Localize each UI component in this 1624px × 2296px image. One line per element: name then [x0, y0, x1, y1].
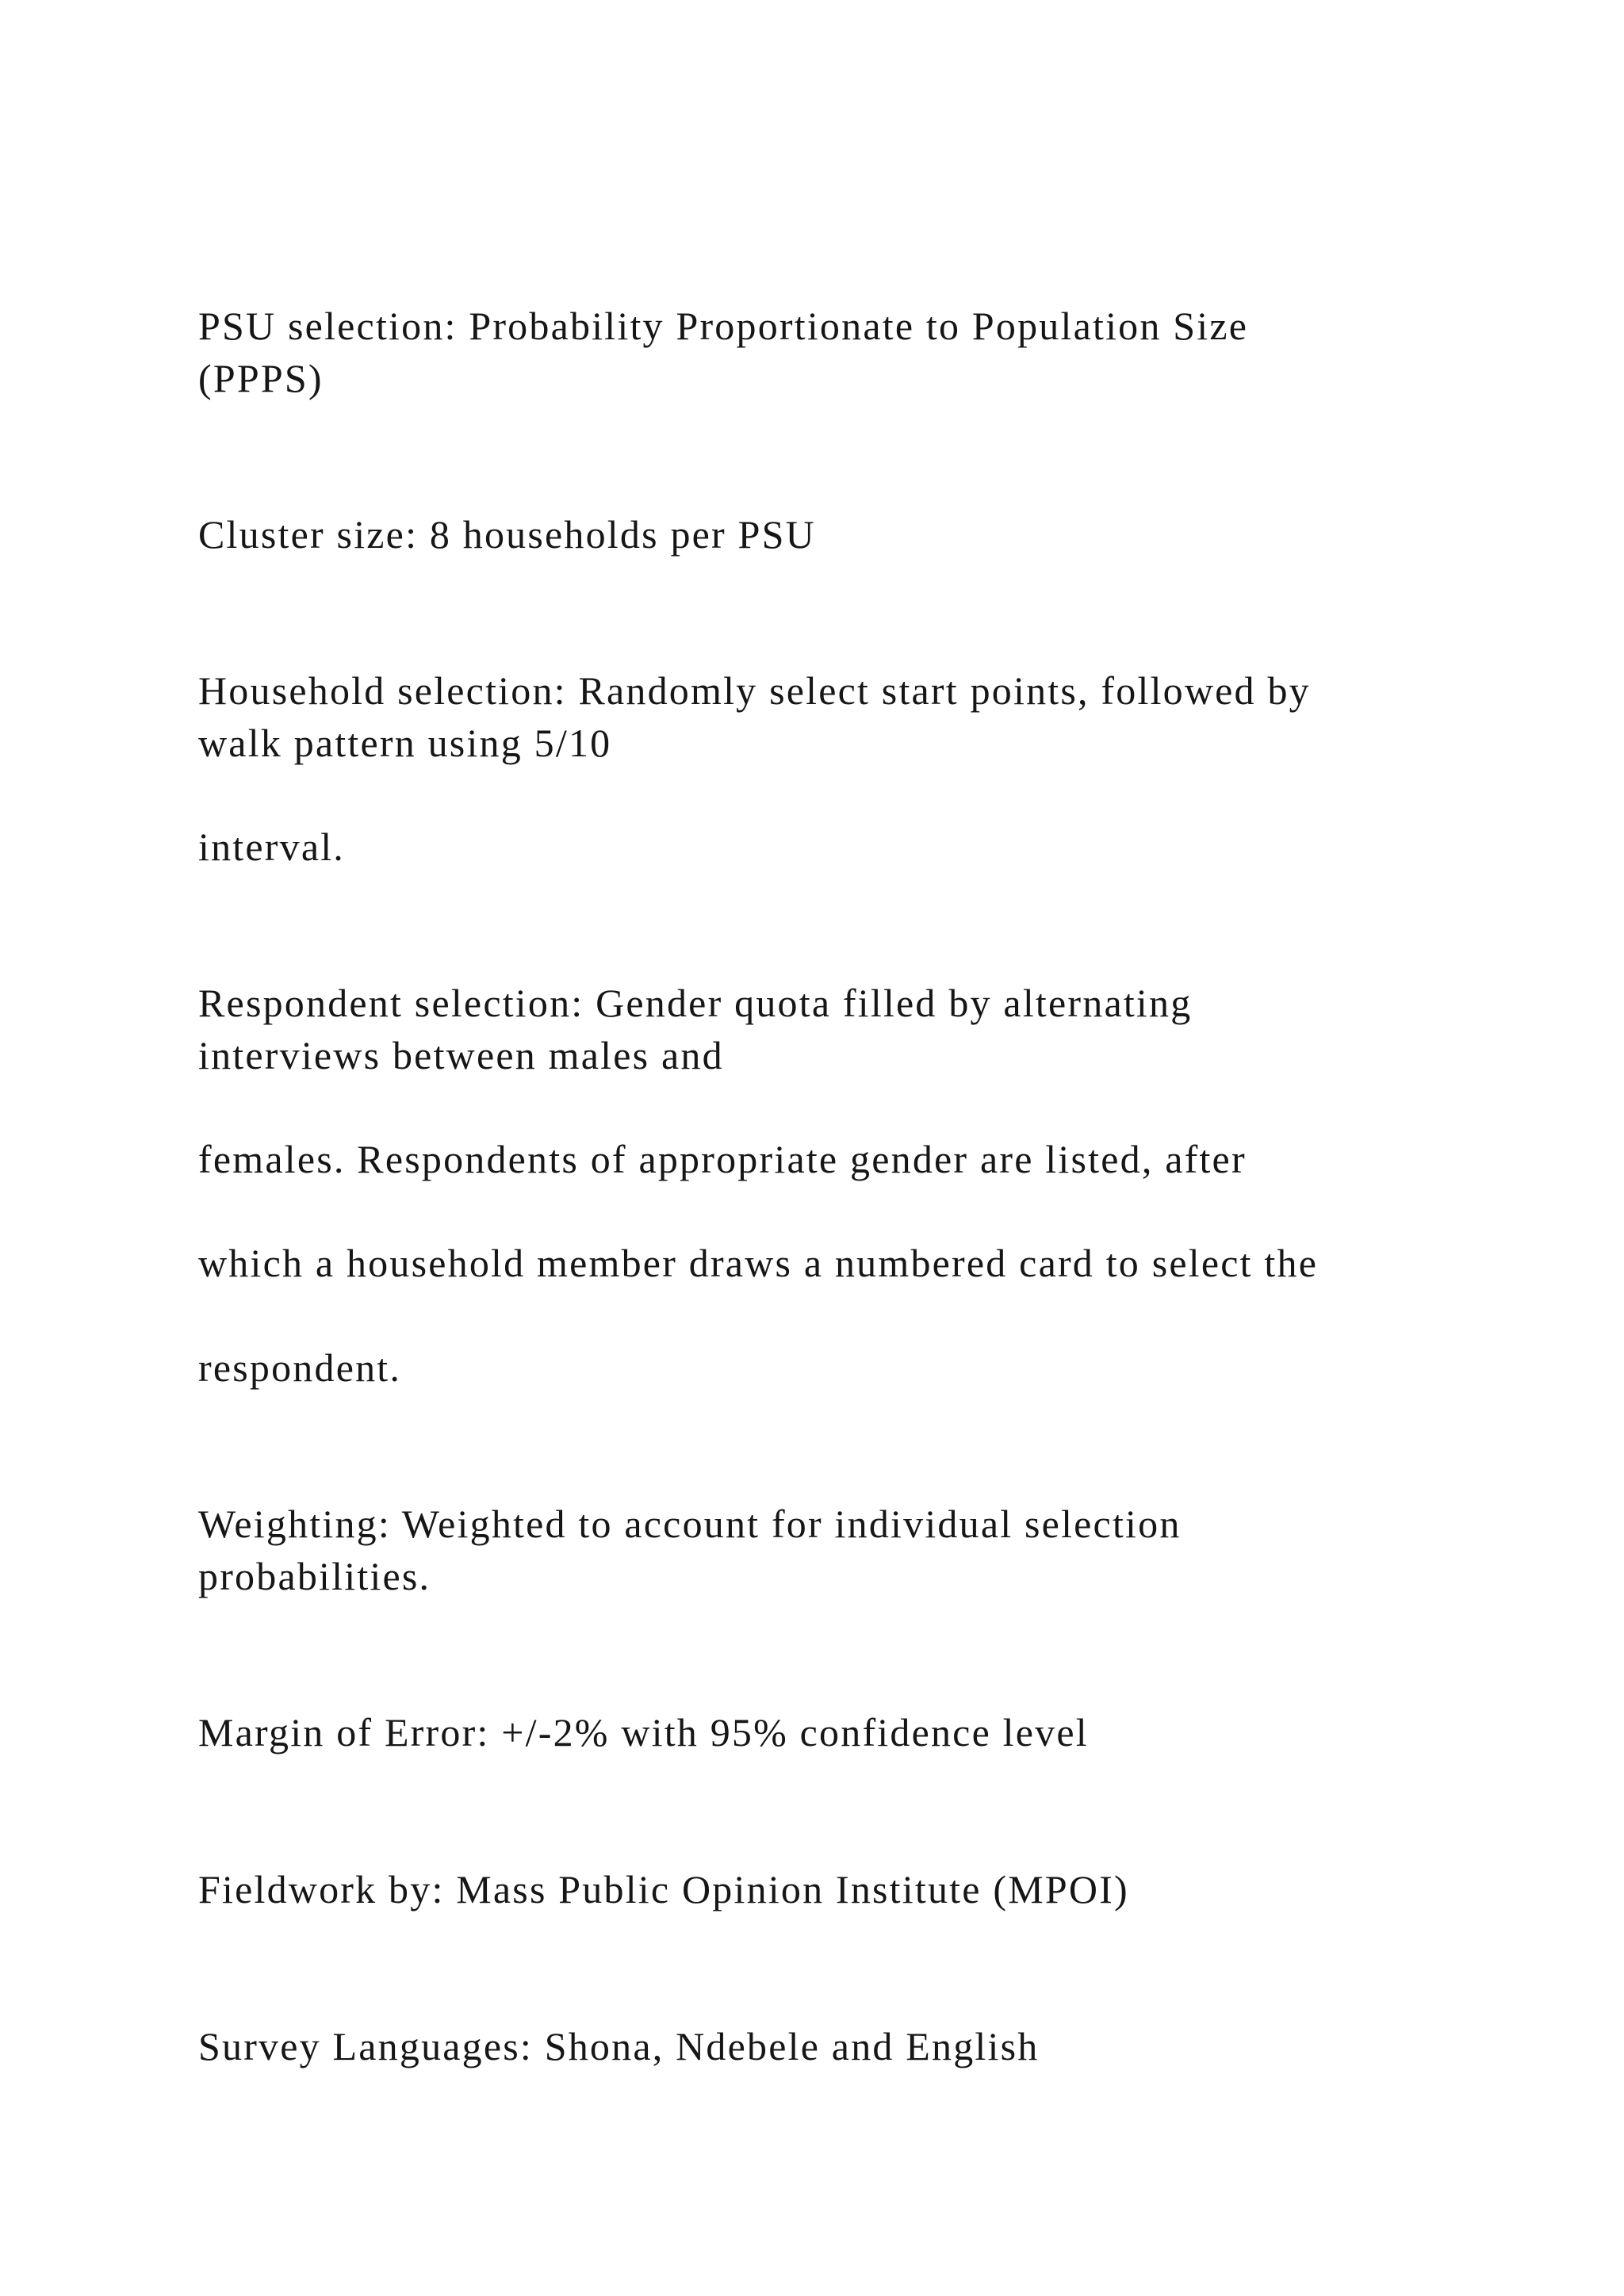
weighting-line-2: probabilities.: [198, 1554, 431, 1598]
psu-selection-line-2: (PPPS): [198, 356, 324, 400]
household-selection-line-3: interval.: [198, 825, 346, 869]
respondent-selection-line-5: respondent.: [198, 1345, 402, 1390]
respondent-selection-line-2: interviews between males and: [198, 1033, 724, 1077]
weighting-line-1: Weighting: Weighted to account for individual selection: [198, 1502, 1182, 1546]
survey-languages-line: Survey Languages: Shona, Ndebele and English: [198, 2024, 1040, 2068]
household-selection-line-1: Household selection: Randomly select start points, followed by: [198, 668, 1311, 713]
fieldwork-line: Fieldwork by: Mass Public Opinion Institute (MPOI): [198, 1867, 1129, 1911]
household-selection-line-2: walk pattern using 5/10: [198, 721, 612, 765]
psu-selection-line-1: PSU selection: Probability Proportionate to Population Size: [198, 304, 1249, 348]
respondent-selection-line-3: females. Respondents of appropriate gender are listed, after: [198, 1137, 1247, 1181]
respondent-selection-line-1: Respondent selection: Gender quota filled by alternating: [198, 981, 1193, 1025]
cluster-size-line: Cluster size: 8 households per PSU: [198, 512, 816, 557]
respondent-selection-line-4: which a household member draws a numbered card to select the: [198, 1241, 1319, 1285]
margin-of-error-line: Margin of Error: +/-2% with 95% confidence level: [198, 1710, 1089, 1755]
